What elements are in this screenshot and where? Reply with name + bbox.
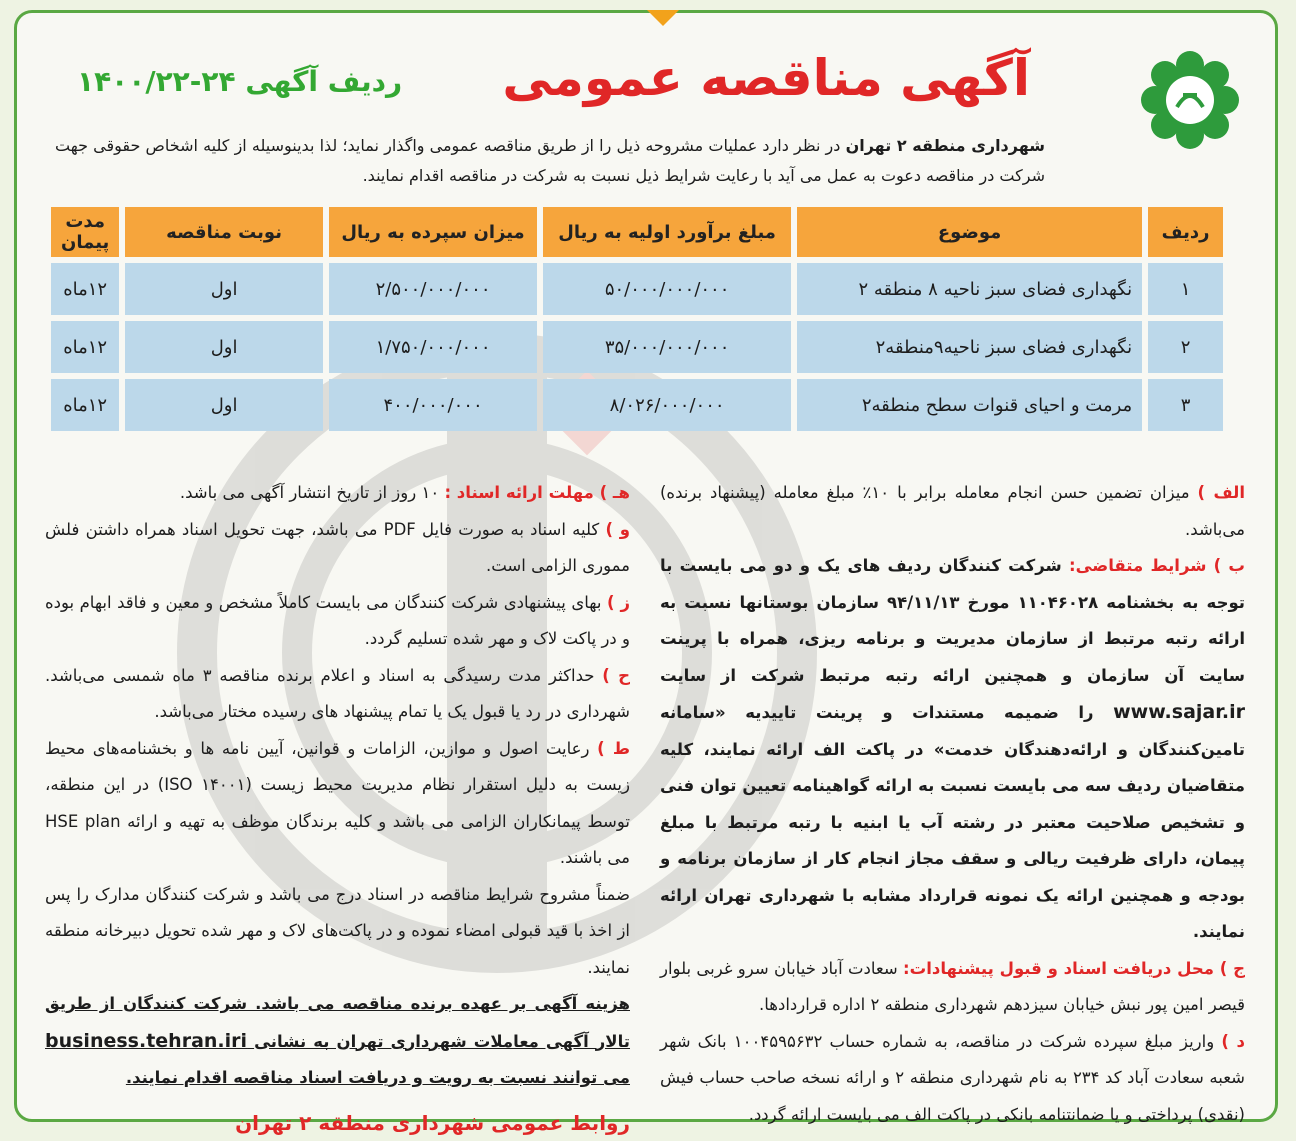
intro-paragraph — [55, 131, 1045, 191]
row-number: ۲۴-۱۴۰۰/۲۲ — [77, 65, 236, 98]
clause-text-cont: را ضمیمه مستندات و پرینت تاییدیه «سامانه تامین‌کنندگان و ارائه‌دهندگان خدمت» در پاکت الف ارائه نمایند، کلیه متقاضیان ردیف سه می بایست نسبت به ارائه گواهینامه تعیین توان فنی و تشخیص صلاحیت معتبر در رشته آب یا ابنیه با رتبه مرتبط با مبلغ پیمان، دارای ظرفیت ریالی و سقف مجاز انجام کار از سازمان برنامه و بودجه و همچنین ارائه یک نمونه قرارداد مشابه با شهرداری تهران ارائه نمایند. — [660, 703, 1245, 941]
table-header-row — [51, 207, 1223, 257]
conditions-right-column — [660, 475, 1245, 1133]
col-header: مبلغ برآورد اولیه به ریال — [543, 207, 791, 257]
cell-row-no: ۲ — [1148, 321, 1223, 373]
conditions-section — [45, 475, 1245, 1115]
cell-deposit: ۱/۷۵۰/۰۰۰/۰۰۰ — [329, 321, 537, 373]
cell-estimate: ۸/۰۲۶/۰۰۰/۰۰۰ — [543, 379, 791, 431]
col-header: موضوع — [797, 207, 1142, 257]
cell-estimate: ۵۰/۰۰۰/۰۰۰/۰۰۰ — [543, 263, 791, 315]
general-note: ضمناً مشروح شرایط مناقصه در اسناد درج می باشد و شرکت کنندگان مدارک را پس از اخذ با قید قبولی امضاء نموده و در پاکت‌های لاک و مهر شده تحویل دبیرخانه منطقه نمایند. — [45, 877, 630, 987]
notice-title: آگهی مناقصه عمومی — [502, 49, 1030, 107]
tehran-municipality-logo — [1135, 45, 1245, 155]
cell-round: اول — [125, 379, 323, 431]
final-note — [45, 986, 630, 1097]
row-label: ردیف آگهی — [245, 65, 402, 98]
clause-he — [45, 475, 630, 512]
header — [37, 35, 1255, 135]
cell-deposit: ۲/۵۰۰/۰۰۰/۰۰۰ — [329, 263, 537, 315]
table-row — [51, 379, 1223, 431]
clause-label: ط ) — [597, 739, 630, 758]
cell-subject: نگهداری فضای سبز ناحیه۹منطقه۲ — [797, 321, 1142, 373]
col-header: میزان سپرده به ریال — [329, 207, 537, 257]
cell-duration: ۱۲ماه — [51, 379, 119, 431]
clause-label: ح ) — [602, 666, 630, 685]
cell-round: اول — [125, 263, 323, 315]
conditions-left-column — [45, 475, 630, 1141]
clause-text: شرکت کنندگان ردیف های یک و دو می بایست با توجه به بخشنامه ۱۱۰۴۶۰۲۸ مورخ ۹۴/۱۱/۱۳ سازمان بوستانها نسبت به ارائه رتبه مرتبط از سازمان مدیریت و برنامه ریزی، همراه با پرینت سایت آن سازمان و همچنین ارائه رتبه مرتبط شرکت از سایت — [660, 556, 1245, 685]
clause-alef — [660, 475, 1245, 548]
cell-duration: ۱۲ماه — [51, 321, 119, 373]
clause-text: واریز مبلغ سپرده شرکت در مناقصه، به شماره حساب ۱۰۰۴۵۹۵۶۳۲ بانک شهر شعبه سعادت آباد کد ۲۳۴ به نام شهرداری منطقه ۲ و ارائه نسخه صاحب حساب فیش (نقدی) پرداختی و یا ضمانتنامه بانکی در پاکت الف می بایست ارائه گردد. — [660, 1032, 1245, 1124]
table-row — [51, 321, 1223, 373]
cell-estimate: ۳۵/۰۰۰/۰۰۰/۰۰۰ — [543, 321, 791, 373]
clause-vav — [45, 512, 630, 585]
clause-text: رعایت اصول و موازین، الزامات و قوانین، آیین نامه ها و بخشنامه‌های محیط زیست به دلیل استقرار نظام مدیریت محیط زیست (ISO ۱۴۰۰۱) در این منطقه، توسط پیمانکاران الزامی می باشد و کلیه برندگان موظف به تهیه و ارائه HSE plan می باشند. — [45, 739, 630, 868]
cell-subject: نگهداری فضای سبز ناحیه ۸ منطقه ۲ — [797, 263, 1142, 315]
clause-ze — [45, 585, 630, 658]
cell-deposit: ۴۰۰/۰۰۰/۰۰۰ — [329, 379, 537, 431]
col-header: ردیف — [1148, 207, 1223, 257]
top-notch — [647, 10, 679, 26]
tender-table — [45, 201, 1229, 437]
table-row — [51, 263, 1223, 315]
notice-frame — [14, 10, 1278, 1122]
intro-text: در نظر دارد عملیات مشروحه ذیل را از طریق مناقصه عمومی واگذار نماید؛ لذا بدینوسیله از کلیه اشخاص حقوقی جهت شرکت در مناقصه دعوت به عمل می آید با رعایت شرایط ذیل نسبت به شرکت در مناقصه اقدام نمایند. — [55, 136, 1045, 185]
col-header: مدت پیمان — [51, 207, 119, 257]
cell-row-no: ۳ — [1148, 379, 1223, 431]
clause-ta — [45, 731, 630, 877]
clause-label: ز ) — [607, 593, 630, 612]
notice-row-number — [77, 65, 402, 98]
business-link[interactable]: business.tehran.iri — [45, 1030, 247, 1052]
clause-label: ب ) شرایط متقاضی: — [1069, 556, 1245, 575]
final-text-cont: می توانند نسبت به رویت و دریافت اسناد مناقصه اقدام نمایند. — [126, 1068, 630, 1087]
final-text: هزینه آگهی بر عهده برنده مناقصه می باشد. شرکت کنندگان از طریق تالار آگهی معاملات شهرداری تهران به نشانی — [45, 994, 630, 1051]
clause-text: حداکثر مدت رسیدگی به اسناد و اعلام برنده مناقصه ۳ ماه شمسی می‌باشد. شهرداری در رد یا قبول یک یا تمام پیشنهاد های رسیده مختار می‌باشد. — [45, 666, 630, 722]
clause-be — [660, 548, 1245, 951]
clause-text: کلیه اسناد به صورت فایل PDF می باشد، جهت تحویل اسناد همراه داشتن فلش مموری الزامی است. — [45, 520, 630, 576]
cell-round: اول — [125, 321, 323, 373]
intro-lead: شهرداری منطقه ۲ تهران — [846, 136, 1045, 155]
clause-dal — [660, 1024, 1245, 1134]
cell-row-no: ۱ — [1148, 263, 1223, 315]
clause-label: و ) — [605, 520, 630, 539]
clause-text: ۱۰ روز از تاریخ انتشار آگهی می باشد. — [180, 483, 439, 502]
signature: روابط عمومی شهرداری منطقه ۲ تهران — [45, 1105, 630, 1141]
clause-je — [660, 951, 1245, 1024]
cell-subject: مرمت و احیای قنوات سطح منطقه۲ — [797, 379, 1142, 431]
sajar-link[interactable]: www.sajar.ir — [1113, 701, 1245, 723]
clause-he2 — [45, 658, 630, 731]
clause-text: بهای پیشنهادی شرکت کنندگان می بایست کاملاً مشخص و معین و فاقد ابهام بوده و در پاکت لاک و مهر شده تسلیم گردد. — [45, 593, 630, 649]
col-header: نوبت مناقصه — [125, 207, 323, 257]
clause-label: د ) — [1221, 1032, 1245, 1051]
clause-text: سعادت آباد خیابان سرو غربی بلوار قیصر امین پور نبش خیابان سیزدهم شهرداری منطقه ۲ اداره قراردادها. — [660, 959, 1245, 1015]
clause-label: الف ) — [1197, 483, 1245, 502]
clause-label: ج ) محل دریافت اسناد و قبول پیشنهادات: — [903, 959, 1245, 978]
clause-label: هـ ) مهلت ارائه اسناد : — [444, 483, 630, 502]
cell-duration: ۱۲ماه — [51, 263, 119, 315]
clause-text: میزان تضمین حسن انجام معامله برابر با ۱۰٪ مبلغ معامله (پیشنهاد برنده) می‌باشد. — [660, 483, 1245, 539]
